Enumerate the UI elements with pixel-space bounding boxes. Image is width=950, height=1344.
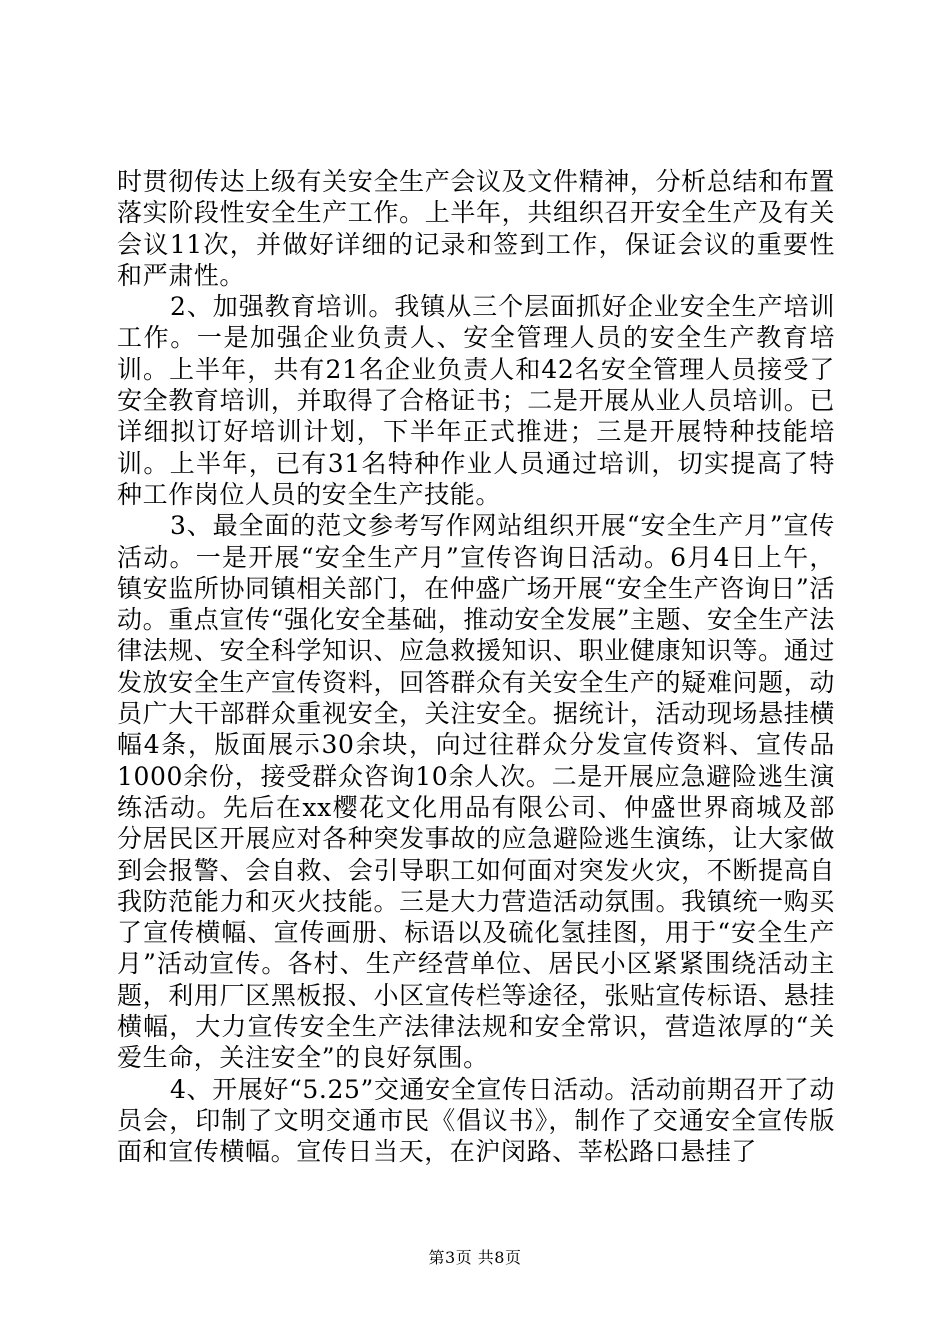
paragraph-safety-month: 3、最全面的范文参考写作网站组织开展“安全生产月”宣传活动。一是开展“安全生产月”宣传咨询日活动。6月4日上午，镇安监所协同镇相关部门，在仲盛广场开展“安全生产咨询日”活动。重点宣传“强化安全基础，推动安全发展”主题、安全生产法律法规、安全科学知识、应急救援知识、职业健康知识等。通过发放安全生产宣传资料，回答群众有关安全生产的疑难问题，动员广大干部群众重视安全，关注安全。据统计，活动现场悬挂横幅4条，版面展示30余块，向过往群众分发宣传资料、宣传品1000余份，接受群众咨询10余人次。二是开展应急避险逃生演练活动。先后在xx樱花文化用品有限公司、仲盛世界商城及部分居民区开展应对各种突发事故的应急避险逃生演练，让大家做到会报警、会自救、会引导职工如何面对突发火灾，不断提高自我防范能力和灭火技能。三是大力营造活动氛围。我镇统一购买了宣传横幅、宣传画册、标语以及硫化氢挂图，用于“安全生产月”活动宣传。各村、生产经营单位、居民小区紧紧围绕活动主题，利用厂区黑板报、小区宣传栏等途径，张贴宣传标语、悬挂横幅，大力宣传安全生产法律法规和安全常识，营造浓厚的“关爱生命，关注安全”的良好氛围。	[117, 511, 835, 1073]
page-number-footer: 第3页 共8页	[428, 1248, 522, 1267]
paragraph-continuation: 时贯彻传达上级有关安全生产会议及文件精神，分析总结和布置落实阶段性安全生产工作。上半年，共组织召开安全生产及有关会议11次，并做好详细的记录和签到工作，保证会议的重要性和严肃性。	[117, 167, 835, 290]
document-body	[117, 166, 835, 1168]
paragraph-traffic-safety-day: 4、开展好“5.25”交通安全宣传日活动。活动前期召开了动员会，印制了文明交通市民《倡议书》，制作了交通安全宣传版面和宣传横幅。宣传日当天，在沪闵路、莘松路口悬挂了	[117, 1074, 835, 1167]
paragraph-education-training: 2、加强教育培训。我镇从三个层面抓好企业安全生产培训工作。一是加强企业负责人、安全管理人员的安全生产教育培训。上半年，共有21名企业负责人和42名安全管理人员接受了安全教育培训，并取得了合格证书；二是开展从业人员培训。已详细拟订好培训计划，下半年正式推进；三是开展特种技能培训。上半年，已有31名特种作业人员通过培训，切实提高了特种工作岗位人员的安全生产技能。	[117, 292, 835, 509]
